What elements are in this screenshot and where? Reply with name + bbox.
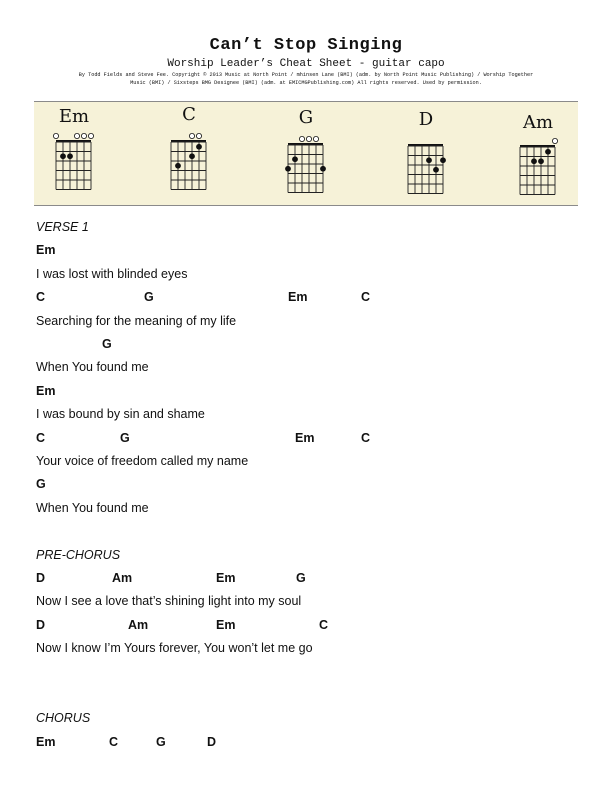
chord-symbol: G <box>156 734 166 749</box>
chord-symbol: Am <box>128 617 149 632</box>
chord-symbol: Em <box>216 571 236 585</box>
finger-dot <box>175 163 181 169</box>
section-label: VERSE 1 <box>36 220 89 234</box>
chord-line <box>36 571 576 587</box>
open-string-marker <box>306 136 311 141</box>
finger-dot <box>285 166 291 172</box>
chord-symbol: C <box>361 430 371 445</box>
chord-symbol: D <box>207 734 217 749</box>
chord-symbol: G <box>120 430 130 445</box>
finger-dot <box>531 158 537 164</box>
chord-symbol: G <box>144 290 154 305</box>
chord-diagram-name: C <box>182 104 196 125</box>
chord-line <box>36 243 576 259</box>
open-string-marker <box>74 133 79 138</box>
sheet-subtitle: Worship Leader’s Cheat Sheet - guitar capo <box>167 58 445 70</box>
fretboard-grid <box>498 102 578 205</box>
chord-symbol: C <box>36 290 46 305</box>
copyright-credits <box>34 71 578 87</box>
chord-symbol: G <box>36 477 46 492</box>
chord-diagram-name: Am <box>522 112 554 133</box>
lyric-line: When You found me <box>36 360 149 375</box>
chord-diagram-name: Em <box>58 106 90 127</box>
finger-dot <box>189 153 195 159</box>
credits-line-1: By Todd Fields and Steve Fee. Copyright © 2013 Music at North Point / mhinsen Lane (BMI) (adm. by North Point Music Publishing) / Worship Together <box>78 72 534 78</box>
chord-diagram-g <box>266 102 346 205</box>
song-title: Can’t Stop Singing <box>209 36 403 55</box>
chord-symbol: G <box>296 571 306 585</box>
lyric-line: Now I know I’m Yours forever, You won’t let me go <box>36 641 313 656</box>
chord-line <box>36 618 576 634</box>
chord-symbol: Em <box>288 290 308 305</box>
open-string-marker <box>552 138 557 143</box>
chord-line <box>36 384 576 400</box>
finger-dot <box>538 158 544 164</box>
finger-dot <box>320 166 326 172</box>
finger-dot <box>196 144 202 150</box>
open-string-marker <box>299 136 304 141</box>
open-string-marker <box>196 133 201 138</box>
chord-diagram-strip <box>34 101 578 206</box>
chord-diagram-name: G <box>298 107 314 128</box>
chord-symbol: D <box>36 617 46 632</box>
finger-dot <box>426 157 432 163</box>
fretboard-grid <box>386 102 466 205</box>
chord-symbol: Am <box>112 571 133 585</box>
chord-line <box>36 290 576 306</box>
lyric-line: When You found me <box>36 500 149 515</box>
fretboard-grid <box>149 102 229 205</box>
chord-diagram-d <box>386 102 466 205</box>
chord-diagram-c <box>149 102 229 205</box>
chord-line <box>36 735 576 751</box>
chord-symbol: C <box>319 617 329 632</box>
finger-dot <box>440 157 446 163</box>
finger-dot <box>67 153 73 159</box>
chord-symbol: Em <box>216 617 236 632</box>
chord-symbol: G <box>102 337 112 351</box>
lyric-line: I was bound by sin and shame <box>36 407 205 422</box>
lyric-line: Now I see a love that’s shining light into my soul <box>36 594 302 609</box>
fretboard-grid <box>266 102 346 205</box>
lyric-line: Your voice of freedom called my name <box>36 454 249 468</box>
fretboard-grid <box>34 102 114 205</box>
chord-symbol: C <box>361 290 371 305</box>
chord-symbol: Em <box>36 243 56 258</box>
chord-diagram-em <box>34 102 114 205</box>
chord-line <box>36 431 576 447</box>
open-string-marker <box>189 133 194 138</box>
chord-symbol: D <box>36 571 46 585</box>
section-label: PRE-CHORUS <box>36 547 121 562</box>
finger-dot <box>433 167 439 173</box>
finger-dot <box>292 156 298 162</box>
finger-dot <box>545 149 551 155</box>
chord-symbol: Em <box>36 734 56 749</box>
chord-diagram-am <box>498 102 578 205</box>
lyric-line: I was lost with blinded eyes <box>36 266 188 281</box>
credits-line-2: Music (BMI) / Sixsteps BMG Designee (BMI) (adm. at EMICMGPublishing.com) All rights reserved. Used by permission. <box>130 80 482 86</box>
chord-symbol: Em <box>36 383 56 398</box>
open-string-marker <box>53 133 58 138</box>
open-string-marker <box>88 133 93 138</box>
section-label: CHORUS <box>36 711 91 726</box>
lyric-line: Searching for the meaning of my life <box>36 313 237 328</box>
chord-line <box>36 337 576 353</box>
chord-symbol: Em <box>295 430 315 445</box>
chord-line <box>36 477 576 493</box>
open-string-marker <box>81 133 86 138</box>
chord-diagram-name: D <box>418 109 434 130</box>
chord-symbol: C <box>109 734 119 749</box>
chord-symbol: C <box>36 430 46 445</box>
finger-dot <box>60 153 66 159</box>
open-string-marker <box>313 136 318 141</box>
